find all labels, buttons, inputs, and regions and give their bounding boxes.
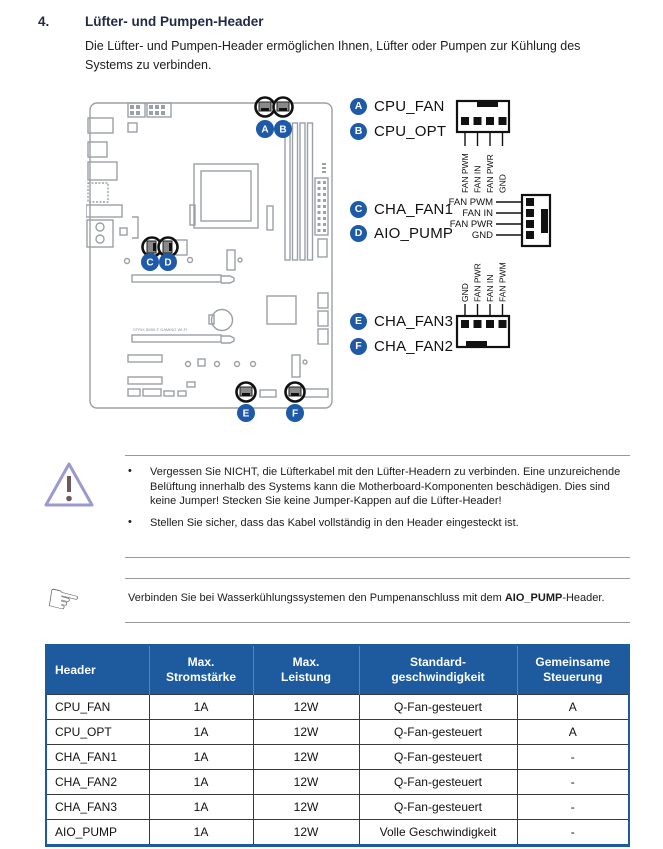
table-row [46,720,629,745]
pin-label: FAN PWR [449,219,493,230]
board-outline-group [86,103,332,408]
warning-bullet-1 [128,465,630,509]
note-bold-term: AIO_PUMP [504,592,563,604]
callout-row-e [350,312,453,331]
callout-letter-badge: C [350,201,367,218]
board-badges [141,120,304,422]
warning-text: Stellen Sie sicher, dass das Kabel vollständig in den Header eingesteckt ist. [150,516,519,529]
callout-label: CHA_FAN1 [374,201,454,218]
table-header-cell: Standard- geschwindigkeit [359,645,517,695]
table-cell: 12W [253,745,359,770]
table-cell: Volle Geschwindigkeit [359,820,517,846]
warning-note [128,465,630,537]
table-cell: 12W [253,820,359,846]
pin-header-diagram-top [452,96,514,196]
table-cell: - [517,795,629,820]
table-cell: 12W [253,795,359,820]
table-cell: 1A [149,695,253,720]
table-cell: 12W [253,720,359,745]
pin-label: FAN PWM [448,197,493,208]
header-marker-b [274,98,293,117]
page-title: Lüfter- und Pumpen-Header [85,14,264,29]
board-badge-d: D [164,257,172,269]
connector-pins [130,105,326,232]
fan-table [45,644,630,847]
intro-text: Die Lüfter- und Pumpen-Header ermöglichen Ihnen, Lüfter oder Pumpen zur Kühlung des Systems zu verbinden. [85,39,581,73]
table-header-cell: Header [46,645,149,695]
table-cell: 1A [149,795,253,820]
table-header-cell: Max. Stromstärke [149,645,253,695]
table-cell: CPU_OPT [46,720,149,745]
callout-letter-badge: E [350,313,367,330]
table-cell: CHA_FAN3 [46,795,149,820]
header-markers [143,98,305,402]
table-cell: 1A [149,720,253,745]
table-cell: 12W [253,770,359,795]
table-cell: - [517,820,629,846]
board-badge-c: C [146,257,154,269]
table-row [46,820,629,846]
warning-text: Vergessen Sie NICHT, die Lüfterkabel mit den Lüfter-Headern zu verbinden. Eine unzureichende Belüftung innerhalb des Systems kann die Motherboard-Komponenten beschädigen. Dies sind keine Jumper! Stecken Sie keine Jumper-Kappen auf die Lüfter-Header! [150,466,621,508]
bullet-marker: • [128,515,132,528]
table-cell: Q-Fan-gesteuert [359,695,517,720]
pin-label: FAN PWM [497,262,508,302]
hand-icon: ☞ [41,576,85,626]
table-cell: A [517,720,629,745]
motherboard-diagram [86,93,336,428]
board-badge-b: B [279,124,287,136]
pin-label: FAN IN [485,274,495,302]
divider [125,622,630,623]
table-cell: 1A [149,770,253,795]
pin-header-diagram-bottom [452,256,514,356]
table-row [46,745,629,770]
pump-note [128,591,630,606]
bullet-marker: • [128,465,132,477]
table-header-cell: Max. Leistung [253,645,359,695]
pin-label: FAN PWR [472,263,483,302]
warning-triangle-icon [42,460,96,512]
callout-label: CPU_OPT [374,123,447,140]
pin-header-diagram-middle [365,192,555,250]
header-marker-e [237,383,256,402]
table-header-row [46,645,629,695]
note-text-after: -Header. [562,592,605,604]
callout-label: CHA_FAN3 [374,313,454,330]
atx-connector [315,178,328,257]
table-cell: 12W [253,695,359,720]
table-header-cell: Gemeinsame Steuerung [517,645,629,695]
table-row [46,770,629,795]
callout-row-a [350,97,445,116]
divider [125,455,630,456]
warning-bullet-2 [128,516,630,531]
table-cell: CHA_FAN2 [46,770,149,795]
pin-label: GND [460,283,470,302]
callout-letter-badge: F [350,338,367,355]
table-cell: 1A [149,820,253,846]
table-cell: AIO_PUMP [46,820,149,846]
dimm-slots [285,123,313,260]
table-cell: CPU_FAN [46,695,149,720]
table-cell: Q-Fan-gesteuert [359,745,517,770]
table-cell: A [517,695,629,720]
callout-letter-badge: D [350,225,367,242]
table-row [46,695,629,720]
note-text-before: Verbinden Sie bei Wasserkühlungssystemen den Pumpenanschluss mit dem [128,592,505,604]
callout-label: AIO_PUMP [374,225,454,242]
chipset [267,296,296,324]
pin-label: FAN PWR [485,154,495,193]
callout-row-b [350,122,446,141]
header-marker-f [286,383,305,402]
callout-row-f [350,337,453,356]
table-cell: Q-Fan-gesteuert [359,795,517,820]
board-badge-a: A [261,124,269,136]
pin-label: FAN PWM [460,153,470,193]
table-cell: CHA_FAN1 [46,745,149,770]
callout-letter-badge: A [350,98,367,115]
board-model-label: STRIX B550-F GAMING WI-FI [133,327,188,332]
pin-label: GND [497,174,508,193]
pin-label: GND [471,230,493,241]
board-badge-f: F [291,408,299,420]
table-cell: Q-Fan-gesteuert [359,770,517,795]
callout-label: CPU_FAN [374,98,445,115]
cpu-socket [190,164,258,228]
divider [125,578,630,579]
header-marker-a [256,98,275,117]
table-cell: - [517,745,629,770]
table-cell: Q-Fan-gesteuert [359,720,517,745]
callout-label: CHA_FAN2 [374,338,454,355]
table-cell: - [517,770,629,795]
table-row [46,795,629,820]
pin-label: FAN IN [472,165,483,193]
divider [125,557,630,558]
section-number: 4. [38,14,50,29]
table-cell: 1A [149,745,253,770]
pin-label: FAN IN [462,208,493,219]
board-badge-e: E [242,408,250,420]
callout-letter-badge: B [350,123,367,140]
